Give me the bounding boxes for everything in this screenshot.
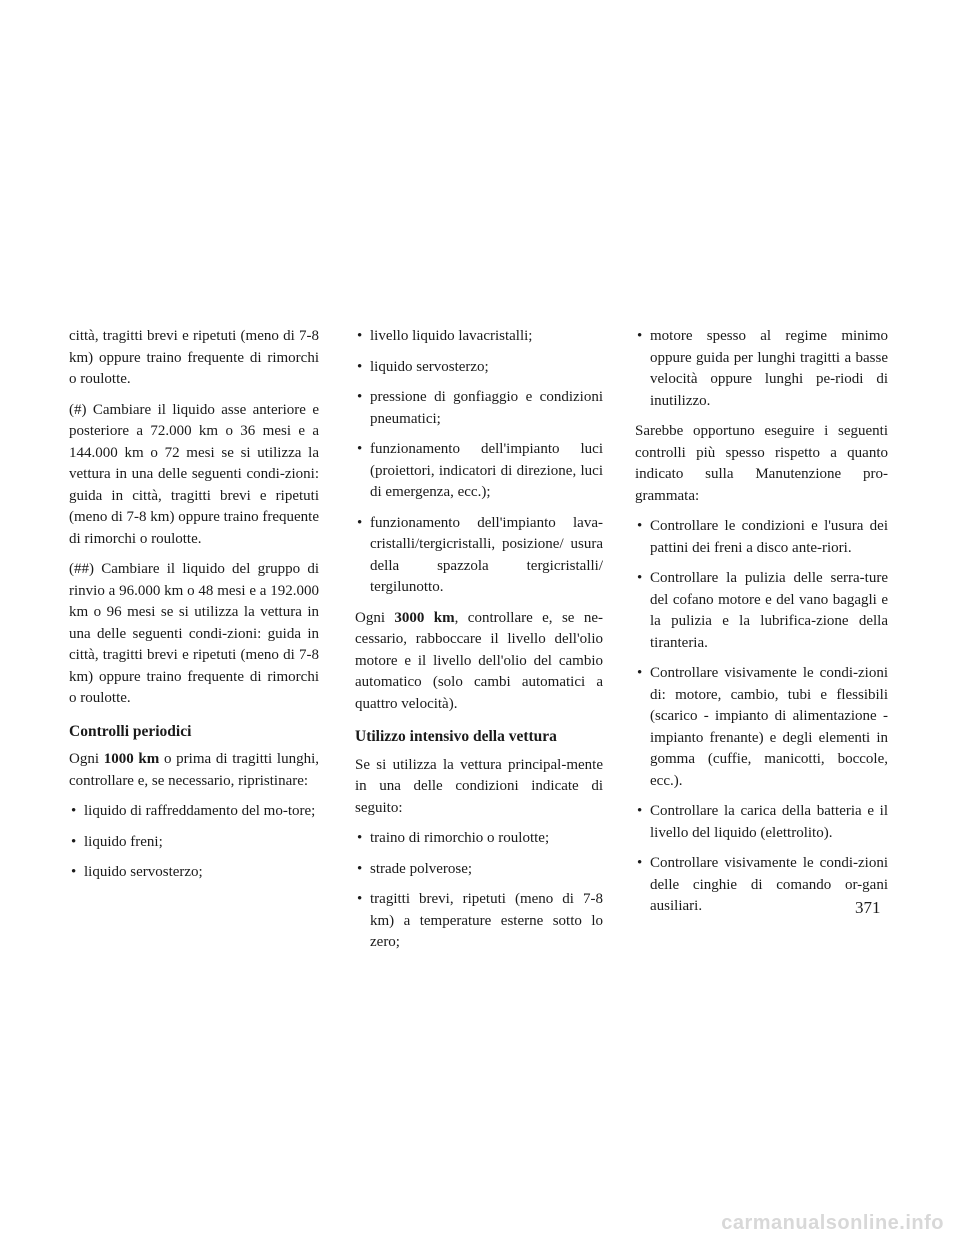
list-item: • strade polverose; (355, 859, 603, 881)
column-3 (635, 326, 888, 927)
heading-intensive-use: Utilizzo intensivo della vettura (355, 728, 557, 745)
paragraph-more-often: Sarebbe opportuno eseguire i seguenti controlli più spesso rispetto a quanto indicato sulla Manutenzione pro-grammata: (635, 423, 888, 504)
paragraph-intensive-use: Se si utilizza la vettura principal-mente in una delle condizioni indicate di seguito: (355, 756, 603, 816)
list-item: • Controllare visivamente le condi-zioni delle cinghie di comando or-gani ausiliari. (637, 855, 888, 914)
bullet-icon: • (357, 441, 363, 457)
bullet-icon: • (357, 891, 363, 907)
list-item: • tragitti brevi, ripetuti (meno di 7-8 km) a temperature esterne sotto lo zero; (357, 891, 603, 950)
bullet-icon: • (357, 358, 363, 375)
bullet-icon: • (357, 328, 363, 344)
paragraph-every-3000km: Ogni 3000 km, controllare e, se ne-cessario, rabboccare il livello dell'olio motore e il livello dell'olio del cambio automatico (solo cambi automatici a quattro velocità). (355, 609, 603, 712)
list-item: • Controllare la carica della batteria e il livello del liquido (elettrolito). (637, 803, 888, 841)
column-2 (355, 326, 603, 963)
list-intensive-conditions (355, 828, 603, 954)
list-item: • liquido servosterzo; (355, 357, 603, 379)
list-item: • liquido freni; (69, 832, 319, 854)
bullet-icon: • (637, 570, 643, 586)
paragraph-every-1000km: Ogni 1000 km o prima di tragitti lunghi, controllare e, se necessario, ripristinare: (69, 751, 319, 789)
page-number: 371 (855, 898, 881, 917)
bullet-icon: • (357, 830, 363, 846)
bullet-icon: • (357, 514, 363, 531)
paragraph-axle-fluid: (#) Cambiare il liquido asse anteriore e posteriore a 72.000 km o 36 mesi e a 144.000 km o 72 mesi se si utilizza la vettura in una delle seguenti condi-zioni: guida in città, tragitti brevi e ripetuti (meno di 7-8 km) oppure traino frequente di rimorchi o roulotte. (69, 401, 319, 547)
list-periodic-checks (69, 801, 319, 884)
column-1 (69, 326, 319, 893)
heading-periodic-checks: Controlli periodici (69, 722, 192, 740)
bullet-icon: • (357, 389, 363, 405)
bullet-icon: • (357, 860, 363, 877)
list-item: • funzionamento dell'impianto luci (proiettori, indicatori di direzione, luci di emergenza, ecc.); (357, 441, 603, 500)
bullet-icon: • (637, 855, 643, 871)
bullet-icon: • (71, 833, 77, 850)
list-item: • pressione di gonfiaggio e condizioni pneumatici; (357, 389, 603, 427)
list-item: • funzionamento dell'impianto lava-cristalli/tergicristalli, posizione/ usura della spazzola tergicristalli/ tergilunotto. (357, 514, 603, 595)
list-item: • liquido servosterzo; (69, 862, 319, 884)
bullet-icon: • (637, 665, 643, 681)
list-periodic-checks-cont (355, 326, 603, 599)
list-item: • Controllare la pulizia delle serra-ture del cofano motore e del vano bagagli e la pulizia e la lubrifica-zione della tiranteria. (637, 570, 888, 651)
list-item: • Controllare visivamente le condi-zioni di: motore, cambio, tubi e flessibili (scarico - impianto di alimentazione - impianto frenante) e degli elementi in gomma (cuffie, manicotti, boccole, ecc.). (637, 665, 888, 789)
list-item: • liquido di raffreddamento del mo-tore; (69, 801, 319, 823)
watermark: carmanualsonline.info (721, 1212, 944, 1234)
list-item: • livello liquido lavacristalli; (355, 326, 603, 348)
list-item: • traino di rimorchio o roulotte; (355, 828, 603, 850)
bullet-icon: • (637, 803, 643, 819)
bold-3000km: 3000 km (394, 609, 455, 626)
list-item: • motore spesso al regime minimo oppure guida per lunghi tragitti a basse velocità oppure lunghi pe-riodi di inutilizzo. (637, 328, 888, 409)
list-intensive-conditions-cont (635, 326, 888, 412)
list-frequent-checks (635, 516, 888, 918)
bullet-icon: • (637, 328, 643, 344)
bullet-icon: • (637, 518, 643, 534)
bullet-icon: • (71, 864, 77, 880)
paragraph-transfer-fluid: (##) Cambiare il liquido del gruppo di rinvio a 96.000 km o 48 mesi e a 192.000 km o 96 mesi se si utilizza la vettura in una delle seguenti condi-zioni: guida in città, tragitti brevi e ripetuti (meno di 7-8 km) oppure traino frequente di rimorchi o roulotte. (69, 561, 319, 706)
list-item: • Controllare le condizioni e l'usura dei pattini dei freni a disco ante-riori. (637, 518, 888, 556)
paragraph-continuation: città, tragitti brevi e ripetuti (meno di 7-8 km) oppure traino frequente di rimorchi o roulotte. (69, 328, 319, 387)
bullet-icon: • (71, 803, 77, 819)
bold-1000km: 1000 km (103, 751, 160, 767)
